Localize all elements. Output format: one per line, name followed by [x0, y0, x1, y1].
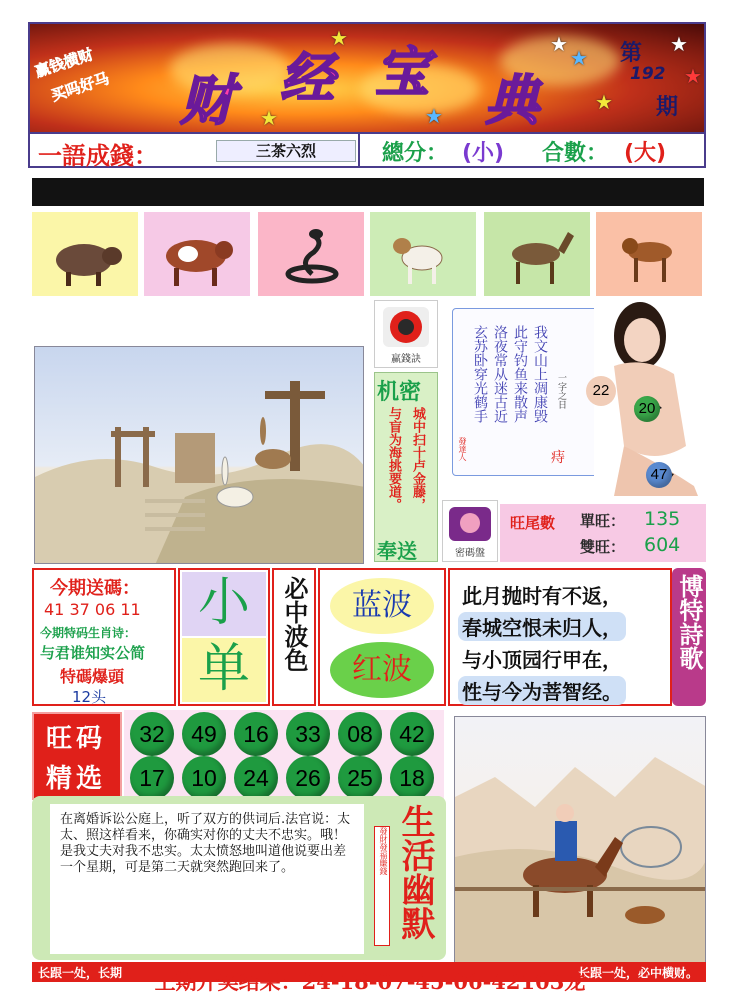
scroll-line-4: 玄苏卧穿光鹤手	[472, 325, 488, 423]
icon-label-bottom: 密碼盤	[455, 548, 485, 559]
icon-label-top: 赢錢訣	[391, 354, 421, 365]
humor-panel	[32, 796, 446, 960]
zodiac-poem: 与君谁知实公简	[40, 644, 146, 662]
must-wave-label-box	[272, 568, 316, 706]
double-label: 雙旺：	[580, 538, 626, 556]
left-word-2: 买吗好马	[48, 69, 112, 105]
tiger-icon	[596, 212, 702, 296]
hot-number: 26	[286, 756, 330, 800]
star-icon: ★	[595, 90, 613, 114]
hot-numbers-panel	[124, 710, 444, 802]
tail-label: 旺尾數	[510, 514, 556, 532]
money-icon-box	[374, 300, 438, 368]
hot-label-box	[32, 712, 122, 800]
ox-icon	[144, 212, 250, 296]
hot-number: 42	[390, 712, 434, 756]
odd-even-value: 单	[182, 638, 266, 702]
model-number-2: 20	[634, 396, 660, 422]
money-bag-icon	[375, 301, 437, 351]
star-icon: ★	[684, 64, 702, 88]
hot-number: 16	[234, 712, 278, 756]
star-icon: ★	[260, 106, 278, 130]
secret-title: 机密	[377, 380, 422, 405]
header-banner	[28, 22, 706, 134]
double-value: 604	[644, 534, 681, 556]
humor-stamp: 發財發福賺錢	[374, 826, 390, 946]
star-icon: ★	[330, 26, 348, 50]
sum-value: (大)	[624, 141, 667, 166]
tail-number-panel	[500, 504, 706, 562]
send-numbers: 41 37 06 11	[44, 600, 141, 619]
ticker-right: 长跟一处，必中横财。	[577, 966, 698, 980]
star-icon: ★	[425, 104, 443, 128]
password-icon-box	[442, 500, 498, 562]
secret-footer: 奉送	[377, 539, 417, 563]
humor-text-box	[50, 804, 364, 954]
title-char-3: 宝	[375, 40, 429, 104]
scroll-line-2: 此守钓鱼来散声	[512, 325, 528, 423]
hot-number: 33	[286, 712, 330, 756]
scroll-line-3: 洛夜常从迷古近	[492, 325, 508, 423]
secret-box	[374, 372, 438, 562]
humor-text: 在离婚诉讼公庭上，听了双方的供词后.法官说：太太、照这样看来，你确实对你的丈夫不忠实。哦！是我丈夫对我不忠实。太太愤怒地叫道他说要出差一个星期，可是第二天就突然跑回来了。	[60, 812, 351, 875]
star-icon: ★	[550, 32, 568, 56]
big-small-value: 小	[182, 572, 266, 636]
sum-label: 合數：	[542, 141, 609, 166]
zodiac-horse	[484, 212, 590, 296]
title-char-4: 典	[485, 68, 539, 132]
model-number-3: 47	[646, 462, 672, 488]
issue-number: 192	[630, 64, 666, 84]
phrase-value: 三茶六烈	[216, 140, 356, 162]
scroll-side-text: 一字之日	[556, 373, 566, 409]
hot-number: 32	[130, 712, 174, 756]
scroll-seal: 發達人	[458, 437, 467, 461]
hot-label-line-2: 精选	[46, 764, 107, 794]
hot-number: 10	[182, 756, 226, 800]
last-result: 上期开奖结果：24-18-07-45-06-42103龙	[154, 969, 586, 994]
single-value: 135	[644, 508, 681, 530]
lock-icon	[443, 501, 497, 545]
poem-line-1: 此月抛时有不返，	[458, 580, 626, 609]
horse-rider-illustration	[455, 717, 706, 964]
hot-number: 49	[182, 712, 226, 756]
horse-icon	[484, 212, 590, 296]
zodiac-ox	[144, 212, 250, 296]
ticker-left: 长跟一处，长期	[38, 966, 123, 980]
zodiac-dog	[370, 212, 476, 296]
send-title: 今期送碼：	[50, 578, 140, 599]
black-bar	[32, 178, 704, 206]
hot-number: 25	[338, 756, 382, 800]
star-icon: ★	[570, 46, 588, 70]
divider	[358, 134, 360, 166]
poem-side-title: 博特詩歌	[675, 574, 703, 670]
total-label: 總分：	[382, 141, 449, 166]
rabbits-illustration	[35, 347, 364, 564]
phrase-label: 一語成錢：	[38, 142, 158, 170]
info-bar	[28, 134, 706, 168]
wave-1: 蓝波	[330, 578, 434, 634]
poem-line-4: 性与今为菩智经。	[458, 676, 626, 705]
model-number-1: 22	[586, 376, 616, 406]
issue-label-top: 第	[620, 41, 643, 66]
snake-icon	[258, 212, 364, 296]
zodiac-tiger	[596, 212, 702, 296]
horse-painting	[454, 716, 706, 964]
secret-line-2: 与盲为海挑要道。	[386, 407, 401, 511]
scroll-end: 痔	[551, 450, 565, 466]
big-small-panel	[178, 568, 270, 706]
left-word-1: 赢钱横财	[32, 45, 96, 81]
total-value: (小)	[462, 141, 505, 166]
secret-line-1: 城中扫十卢金藤，	[410, 407, 425, 511]
poem-line-3: 与小顶园行甲在，	[458, 644, 626, 673]
burst-value: 12头	[72, 688, 107, 706]
issue-label-bottom: 期	[656, 95, 679, 120]
title-char-2: 经	[280, 46, 334, 110]
zodiac-snake	[258, 212, 364, 296]
hot-number: 18	[390, 756, 434, 800]
star-icon: ★	[670, 32, 688, 56]
burst-label: 特碼爆頭	[60, 667, 125, 686]
poem-side-title-box	[672, 568, 706, 706]
must-wave-label: 必中波色	[280, 576, 308, 672]
scroll-line-1: 我文山上凋康毁	[532, 325, 548, 423]
zodiac-pig	[32, 212, 138, 296]
single-label: 單旺：	[580, 512, 626, 530]
hot-number: 08	[338, 712, 382, 756]
humor-title: 生活幽默	[395, 804, 435, 940]
poem-scroll	[452, 308, 604, 476]
wave-2: 红波	[330, 642, 434, 698]
rabbit-painting	[34, 346, 364, 564]
model-photo	[594, 296, 706, 504]
send-code-panel	[32, 568, 176, 706]
poem-panel	[448, 568, 672, 706]
title-char-1: 财	[180, 68, 234, 132]
poem-label: 今期特码生肖诗：	[40, 626, 137, 640]
hot-number: 24	[234, 756, 278, 800]
dog-icon	[370, 212, 476, 296]
poem-line-2: 春城空恨未归人，	[458, 612, 626, 641]
wave-color-panel	[318, 568, 446, 706]
hot-number: 17	[130, 756, 174, 800]
pig-icon	[32, 212, 138, 296]
hot-label-line-1: 旺码	[46, 724, 107, 754]
